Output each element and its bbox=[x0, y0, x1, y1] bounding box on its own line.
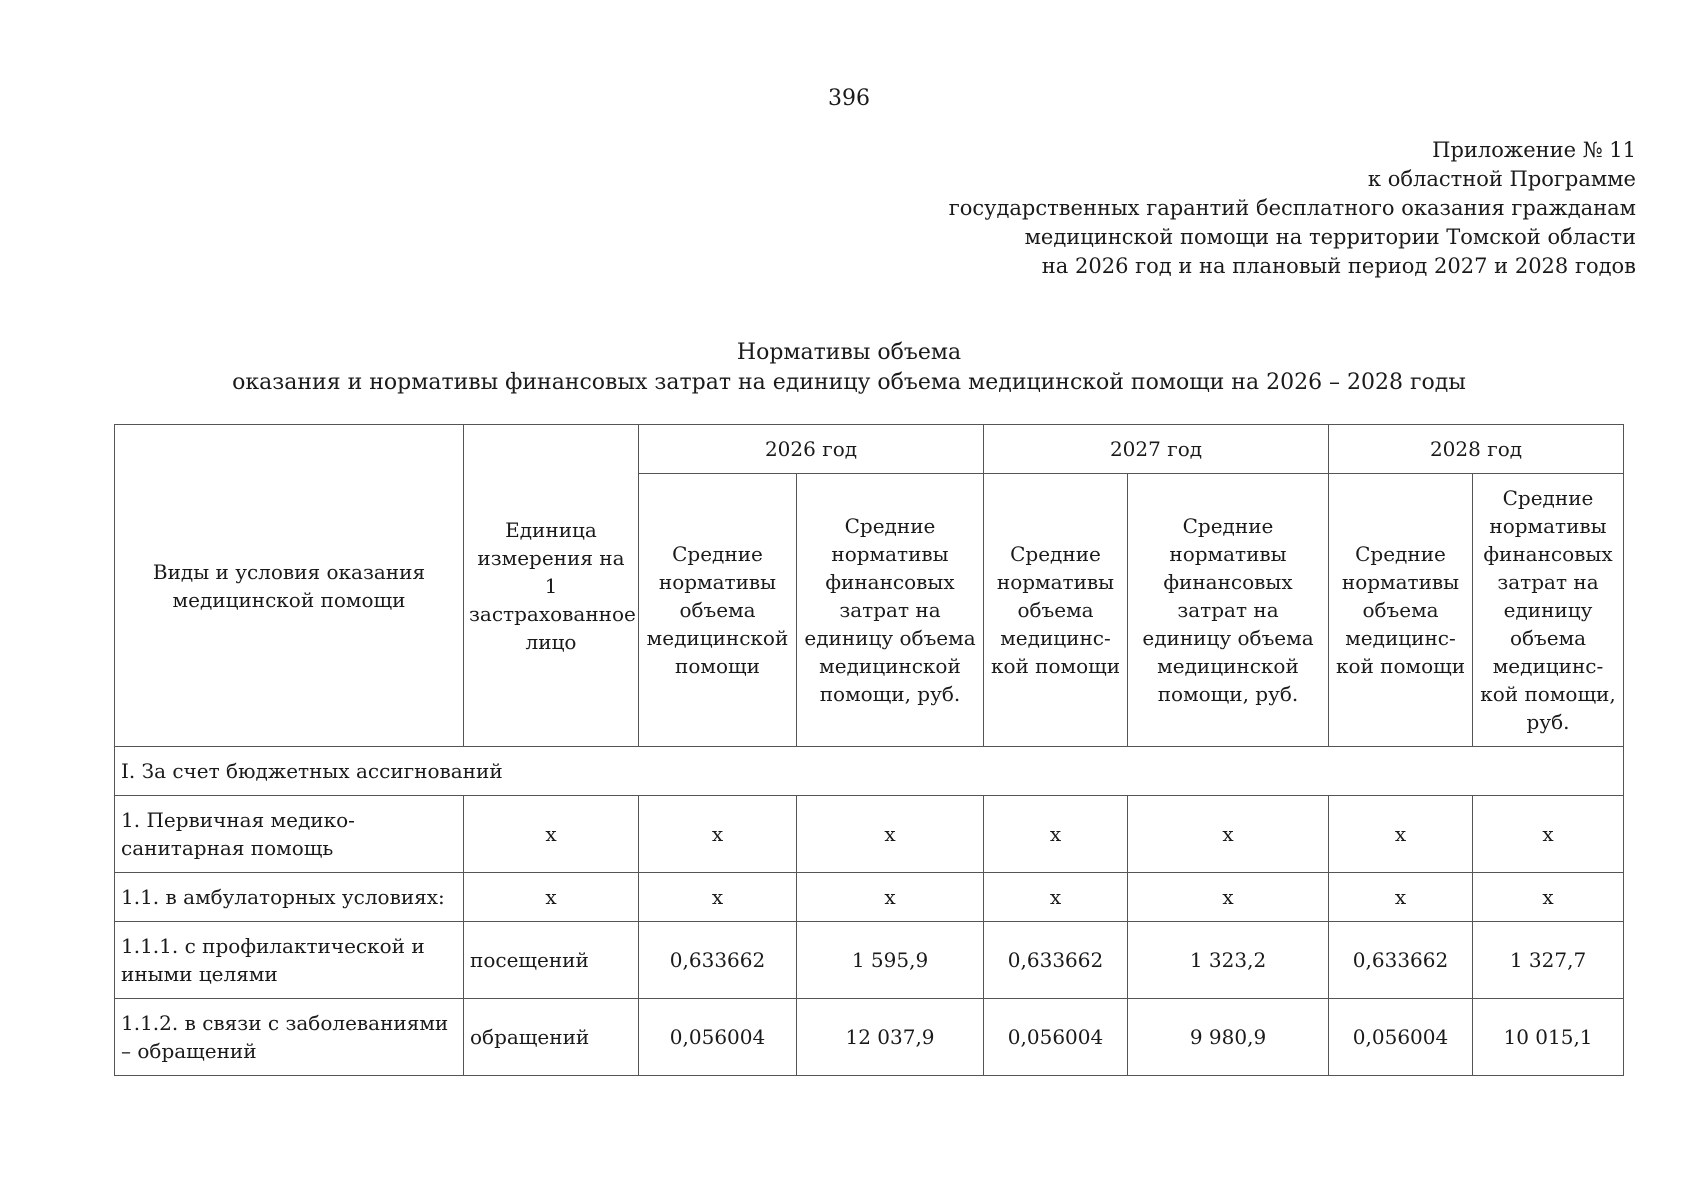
row-value: 1 595,9 bbox=[797, 922, 984, 999]
header-volume-2027: Средние нормативы объема медицинс-кой помощи bbox=[984, 474, 1128, 747]
title-line-1: Нормативы объема bbox=[736, 340, 962, 365]
header-volume-2028: Средние нормативы объема медицинс-кой помощи bbox=[1329, 474, 1473, 747]
norms-table bbox=[114, 424, 1624, 1076]
row-value: х bbox=[1473, 796, 1624, 873]
row-value: х bbox=[1329, 873, 1473, 922]
row-name: 1. Первичная медико-санитарная помощь bbox=[115, 796, 464, 873]
section-row bbox=[115, 747, 1624, 796]
row-value: 0,056004 bbox=[984, 999, 1128, 1076]
header-volume-2026: Средние нормативы объема медицинской помощи bbox=[639, 474, 797, 747]
header-year-2026: 2026 год bbox=[639, 425, 984, 474]
section-label: I. За счет бюджетных ассигнований bbox=[115, 747, 1624, 796]
row-value: 0,056004 bbox=[639, 999, 797, 1076]
header-kinds: Виды и условия оказания медицинской помощи bbox=[115, 425, 464, 747]
header-unit: Единица измерения на 1 застрахованное лицо bbox=[464, 425, 639, 747]
appendix-line: на 2026 год и на плановый период 2027 и 2028 годов bbox=[1041, 254, 1636, 278]
row-name: 1.1.2. в связи с заболеваниями – обращений bbox=[115, 999, 464, 1076]
row-value: 1 323,2 bbox=[1128, 922, 1329, 999]
appendix-heading bbox=[949, 136, 1636, 281]
row-unit: обращений bbox=[464, 999, 639, 1076]
header-cost-2026: Средние нормативы финансовых затрат на единицу объема медицинской помощи, руб. bbox=[797, 474, 984, 747]
page-number: 396 bbox=[828, 86, 870, 111]
row-value: х bbox=[1473, 873, 1624, 922]
row-value: х bbox=[1128, 873, 1329, 922]
row-value: 0,633662 bbox=[984, 922, 1128, 999]
table-row bbox=[115, 999, 1624, 1076]
header-cost-2027: Средние нормативы финансовых затрат на единицу объема медицинской помощи, руб. bbox=[1128, 474, 1329, 747]
title-line-2: оказания и нормативы финансовых затрат на единицу объема медицинской помощи на 2026 – 2028 годы bbox=[232, 370, 1466, 395]
row-value: х bbox=[984, 796, 1128, 873]
row-value: 1 327,7 bbox=[1473, 922, 1624, 999]
header-cost-2028: Средние нормативы финансовых затрат на единицу объема медицинс-кой помощи, руб. bbox=[1473, 474, 1624, 747]
row-value: х bbox=[639, 873, 797, 922]
row-unit: посещений bbox=[464, 922, 639, 999]
row-name: 1.1. в амбулаторных условиях: bbox=[115, 873, 464, 922]
header-year-2027: 2027 год bbox=[984, 425, 1329, 474]
table-row bbox=[115, 873, 1624, 922]
row-value: х bbox=[984, 873, 1128, 922]
row-value: 10 015,1 bbox=[1473, 999, 1624, 1076]
row-unit: х bbox=[464, 796, 639, 873]
row-value: 0,633662 bbox=[1329, 922, 1473, 999]
row-unit: х bbox=[464, 873, 639, 922]
document-title bbox=[0, 338, 1698, 398]
table-row bbox=[115, 796, 1624, 873]
row-value: х bbox=[1329, 796, 1473, 873]
appendix-line: Приложение № 11 bbox=[1432, 138, 1636, 162]
header-year-2028: 2028 год bbox=[1329, 425, 1624, 474]
row-value: х bbox=[1128, 796, 1329, 873]
appendix-line: государственных гарантий бесплатного оказания гражданам bbox=[948, 196, 1636, 220]
row-value: 0,056004 bbox=[1329, 999, 1473, 1076]
row-value: х bbox=[797, 873, 984, 922]
row-value: 0,633662 bbox=[639, 922, 797, 999]
row-value: х bbox=[639, 796, 797, 873]
table-row bbox=[115, 922, 1624, 999]
appendix-line: медицинской помощи на территории Томской области bbox=[1024, 225, 1636, 249]
row-value: 9 980,9 bbox=[1128, 999, 1329, 1076]
row-name: 1.1.1. с профилактической и иными целями bbox=[115, 922, 464, 999]
row-value: 12 037,9 bbox=[797, 999, 984, 1076]
row-value: х bbox=[797, 796, 984, 873]
appendix-line: к областной Программе bbox=[1367, 167, 1636, 191]
